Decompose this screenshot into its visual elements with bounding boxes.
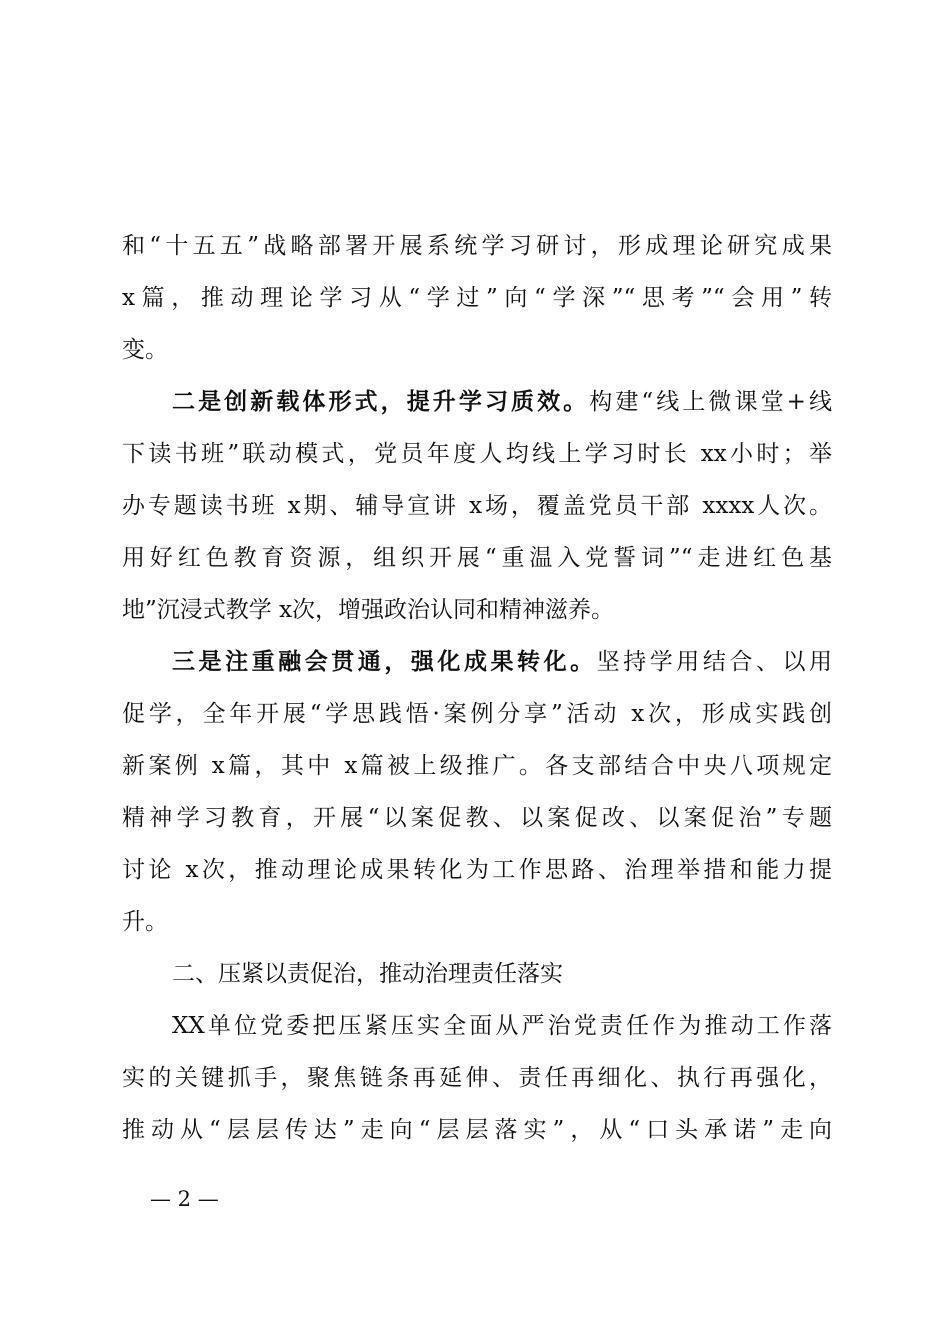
paragraph-line: 促学，全年开展“学思践悟·案例分享”活动 x次，形成实践创 [122,701,832,727]
paragraph-line: 地”沉浸式教学 x次，增强政治认同和精神滋养。 [122,597,615,623]
paragraph-text: 构建“线上微课堂+线 [589,389,833,415]
paragraph-line: 新案例 x篇，其中 x篇被上级推广。各支部结合中央八项规定 [122,753,832,779]
paragraph-line: 用好红色教育资源，组织开展“重温入党誓词”“走进红色基 [122,545,832,571]
paragraph-line [122,376,832,428]
paragraph-text: 坚持学用结合、以用 [596,649,833,675]
paragraph-lead: 三是注重融会贯通，强化成果转化。 [172,648,597,675]
paragraph-line: 下读书班”联动模式，党员年度人均线上学习时长 xx小时；举 [122,441,832,467]
paragraph-line: 推动从“层层传达”走向“层层落实”，从“口头承诺”走向 [122,1117,832,1143]
paragraph-line: 和“十五五”战略部署开展系统学习研讨，形成理论研究成果 [122,233,832,259]
section-heading: 二、压紧以责促治，推动治理责任落实 [172,961,563,987]
paragraph-line [122,636,832,688]
paragraph-line: 办专题读书班 x期、辅导宣讲 x场，覆盖党员干部 xxxx人次。 [122,493,832,519]
paragraph-line: 讨论 x次，推动理论成果转化为工作思路、治理举措和能力提 [122,857,832,883]
page-number: — 2 — [150,1187,219,1211]
paragraph-line: x篇，推动理论学习从“学过”向“学深”“思考”“会用”转 [122,285,832,311]
paragraph-line: 实的关键抓手，聚焦链条再延伸、责任再细化、执行再强化， [122,1065,832,1091]
paragraph-line: 变。 [122,337,168,363]
paragraph-lead: 二是创新载体形式，提升学习质效。 [172,388,590,415]
paragraph-line: 升。 [122,909,168,935]
paragraph-line: XX单位党委把压紧压实全面从严治党责任作为推动工作落 [172,1013,832,1039]
paragraph-line: 精神学习教育，开展“以案促教、以案促改、以案促治”专题 [122,805,832,831]
document-body [122,220,832,1156]
